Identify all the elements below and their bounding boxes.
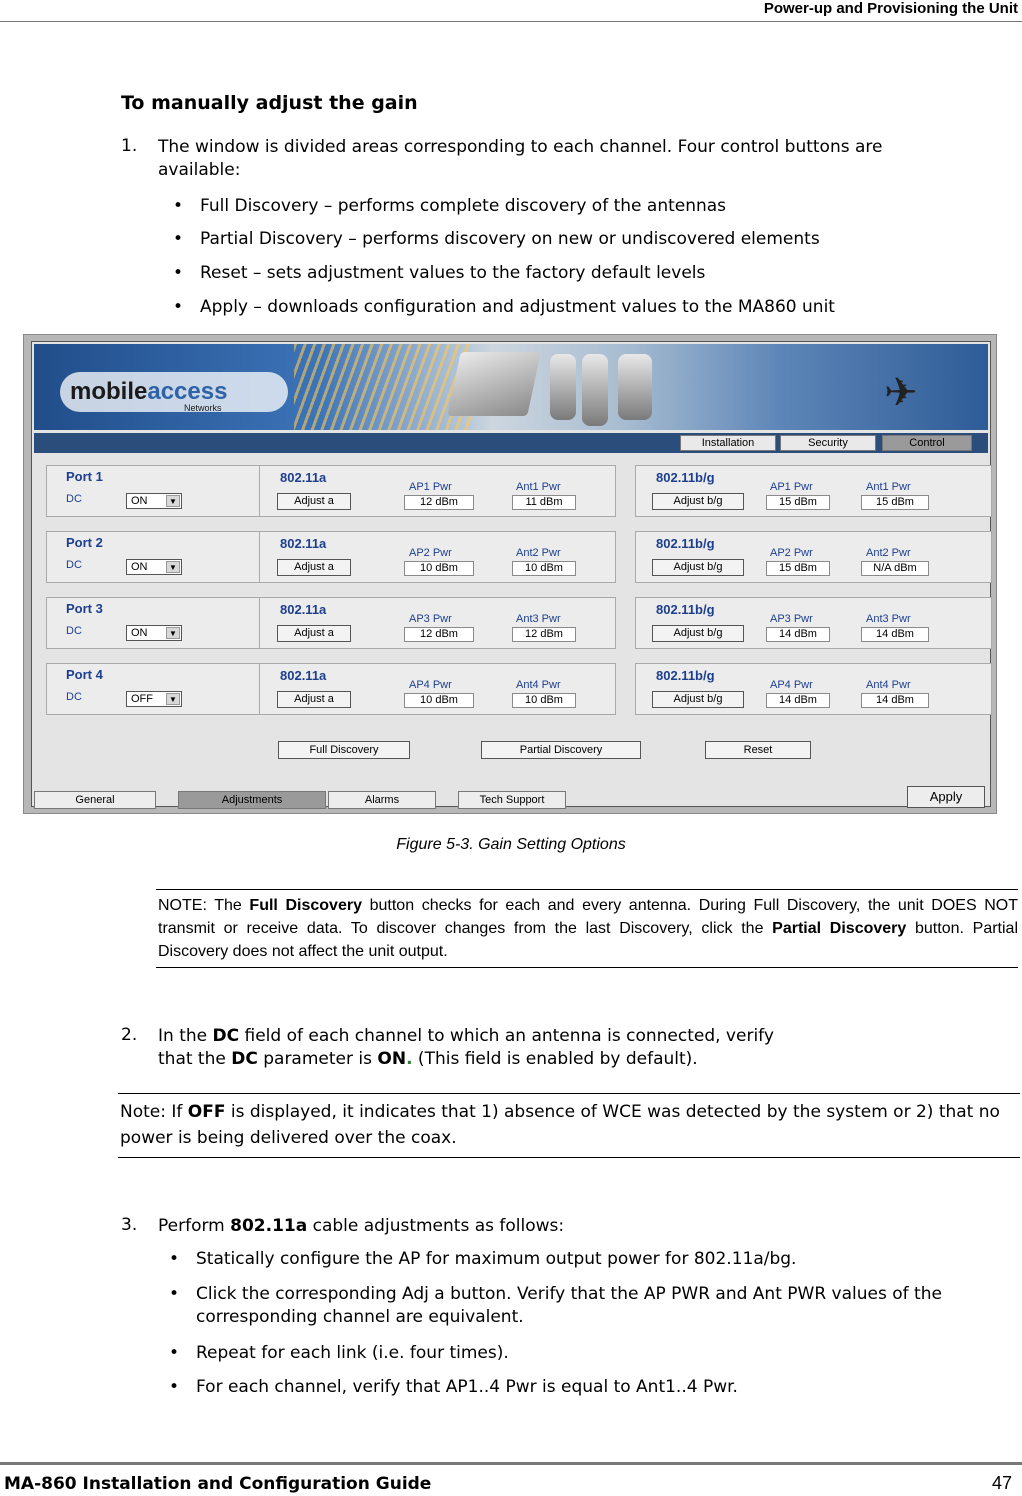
reset-button[interactable]: Reset xyxy=(705,741,811,759)
section-heading: To manually adjust the gain xyxy=(121,92,418,114)
port-1-adjust-a-button[interactable]: Adjust a xyxy=(277,493,351,510)
note-full-discovery: NOTE: The Full Discovery button checks for each and every antenna. During Full Discovery, the unit DOES NOT transmit or receive data. To discover changes from the last Discovery, click the Partial Discovery button. Partial Discovery does not affect the unit output. xyxy=(156,889,1018,968)
port-2-80211bg-title: 802.11b/g xyxy=(656,536,715,551)
port-2-bg-ant-pwr-label: Ant2 Pwr xyxy=(866,547,911,559)
step-2-line1: In the DC field of each channel to which an antenna is connected, verify xyxy=(158,1026,774,1046)
port-2-bg-ap-pwr-label: AP2 Pwr xyxy=(770,547,813,559)
figure-caption: Figure 5-3. Gain Setting Options xyxy=(396,836,626,853)
bullet-reset: • Reset – sets adjustment values to the factory default levels xyxy=(173,263,706,283)
step-3-bullet-2-cont: corresponding channel are equivalent. xyxy=(196,1307,524,1327)
bullet-full-discovery: • Full Discovery – performs complete discovery of the antennas xyxy=(173,196,727,216)
fiber-optic-graphic xyxy=(294,344,474,430)
port-1-bg-ant-pwr-label: Ant1 Pwr xyxy=(866,481,911,493)
full-discovery-button[interactable]: Full Discovery xyxy=(278,741,410,759)
port-4-adjust-bg-button[interactable]: Adjust b/g xyxy=(652,691,744,708)
port-3-bg-ap-pwr-value: 14 dBm xyxy=(766,627,830,642)
port-1-dc-label: DC xyxy=(66,493,82,505)
nav-installation[interactable]: Installation xyxy=(680,435,776,451)
port-4-a-ant-pwr-value: 10 dBm xyxy=(512,693,576,708)
port-2-a-ap-pwr-label: AP2 Pwr xyxy=(409,547,452,559)
port-4-a-ap-pwr-label: AP4 Pwr xyxy=(409,679,452,691)
tab-alarms[interactable]: Alarms xyxy=(328,791,436,809)
bullet-icon: • xyxy=(169,1284,180,1304)
port-3-bg-ant-pwr-label: Ant3 Pwr xyxy=(866,613,911,625)
step-1-text-line2: available: xyxy=(158,160,241,180)
port-2-adjust-a-button[interactable]: Adjust a xyxy=(277,559,351,576)
bullet-icon: • xyxy=(173,229,184,249)
port-1-a-ap-pwr-value: 12 dBm xyxy=(404,495,474,510)
port-2-80211a-title: 802.11a xyxy=(280,536,327,551)
port-2-a-ant-pwr-value: 10 dBm xyxy=(512,561,576,576)
step-3-bullet-3: • Repeat for each link (i.e. four times). xyxy=(169,1343,509,1363)
step-1-number: 1. xyxy=(121,136,138,156)
port-4-a-ap-pwr-value: 10 dBm xyxy=(404,693,474,708)
gain-settings-screenshot xyxy=(23,334,997,814)
footer-title: MA-860 Installation and Configuration Guide xyxy=(4,1474,432,1494)
top-nav-bar xyxy=(34,433,988,453)
port-2-dc-label: DC xyxy=(66,559,82,571)
pda-graphic xyxy=(618,354,652,420)
tab-general[interactable]: General xyxy=(34,791,156,809)
port-4-bg-ap-pwr-label: AP4 Pwr xyxy=(770,679,813,691)
port-4-label: Port 4 xyxy=(66,667,103,682)
step-3-bullet-4: • For each channel, verify that AP1..4 Pwr is equal to Ant1..4 Pwr. xyxy=(169,1377,738,1397)
port-2-label: Port 2 xyxy=(66,535,103,550)
chevron-down-icon: ▼ xyxy=(166,561,180,573)
bullet-icon: • xyxy=(169,1249,180,1269)
app-banner xyxy=(34,344,988,430)
bullet-icon: • xyxy=(173,297,184,317)
port-4-a-ant-pwr-label: Ant4 Pwr xyxy=(516,679,561,691)
bullet-icon: • xyxy=(169,1377,180,1397)
port-4-80211bg-title: 802.11b/g xyxy=(656,668,715,683)
port-1-80211a-title: 802.11a xyxy=(280,470,327,485)
step-3-number: 3. xyxy=(121,1215,138,1235)
phone-graphic xyxy=(550,354,576,420)
footer-rule xyxy=(0,1462,1022,1465)
header-rule xyxy=(0,21,1022,22)
app-window xyxy=(31,341,991,807)
port-3-adjust-a-button[interactable]: Adjust a xyxy=(277,625,351,642)
step-3-bullet-2: • Click the corresponding Adj a button. Verify that the AP PWR and Ant PWR values of the xyxy=(169,1284,942,1304)
port-2-adjust-bg-button[interactable]: Adjust b/g xyxy=(652,559,744,576)
port-1-a-ant-pwr-label: Ant1 Pwr xyxy=(516,481,561,493)
port-2-a-ant-pwr-label: Ant2 Pwr xyxy=(516,547,561,559)
apply-button[interactable]: Apply xyxy=(907,786,985,808)
port-4-bg-ant-pwr-value: 14 dBm xyxy=(861,693,929,708)
port-3-a-ap-pwr-value: 12 dBm xyxy=(404,627,474,642)
note-off-status: Note: If OFF is displayed, it indicates that 1) absence of WCE was detected by the system or 2) that no power is being delivered over the coax. xyxy=(118,1093,1020,1158)
chevron-down-icon: ▼ xyxy=(166,495,180,507)
port-1-a-ap-pwr-label: AP1 Pwr xyxy=(409,481,452,493)
port-3-dc-select[interactable]: ON ▼ xyxy=(126,625,182,641)
port-4-adjust-a-button[interactable]: Adjust a xyxy=(277,691,351,708)
tab-tech-support[interactable]: Tech Support xyxy=(458,791,566,809)
phone-graphic xyxy=(582,354,608,426)
step-3-text: Perform 802.11a cable adjustments as follows: xyxy=(158,1216,565,1236)
bullet-icon: • xyxy=(173,196,184,216)
step-2-line2: that the DC parameter is ON. (This field is enabled by default). xyxy=(158,1049,698,1069)
step-1-text-line1: The window is divided areas corresponding to each channel. Four control buttons are xyxy=(158,137,883,157)
port-1-80211bg-title: 802.11b/g xyxy=(656,470,715,485)
nav-security[interactable]: Security xyxy=(780,435,876,451)
port-3-adjust-bg-button[interactable]: Adjust b/g xyxy=(652,625,744,642)
port-3-bg-ap-pwr-label: AP3 Pwr xyxy=(770,613,813,625)
port-3-a-ant-pwr-value: 12 dBm xyxy=(512,627,576,642)
port-4-bg-ap-pwr-value: 14 dBm xyxy=(766,693,830,708)
port-1-bg-ap-pwr-label: AP1 Pwr xyxy=(770,481,813,493)
port-3-dc-label: DC xyxy=(66,625,82,637)
port-3-80211bg-title: 802.11b/g xyxy=(656,602,715,617)
airplane-icon: ✈ xyxy=(884,370,918,416)
step-3-bullet-1: • Statically configure the AP for maximum output power for 802.11a/bg. xyxy=(169,1249,797,1269)
port-3-bg-ant-pwr-value: 14 dBm xyxy=(861,627,929,642)
bullet-icon: • xyxy=(173,263,184,283)
bullet-partial-discovery: • Partial Discovery – performs discovery on new or undiscovered elements xyxy=(173,229,820,249)
logo-subtitle: Networks xyxy=(184,403,222,413)
port-3-a-ap-pwr-label: AP3 Pwr xyxy=(409,613,452,625)
port-1-bg-ap-pwr-value: 15 dBm xyxy=(766,495,830,510)
laptop-graphic xyxy=(447,352,541,416)
port-3-label: Port 3 xyxy=(66,601,103,616)
port-1-label: Port 1 xyxy=(66,469,103,484)
port-4-bg-ant-pwr-label: Ant4 Pwr xyxy=(866,679,911,691)
port-1-bg-ant-pwr-value: 15 dBm xyxy=(861,495,929,510)
port-2-bg-ant-pwr-value: N/A dBm xyxy=(861,561,929,576)
port-3-80211a-title: 802.11a xyxy=(280,602,327,617)
chevron-down-icon: ▼ xyxy=(166,627,180,639)
tab-adjustments[interactable]: Adjustments xyxy=(178,791,326,809)
port-4-dc-select[interactable]: OFF ▼ xyxy=(126,691,182,707)
port-2-dc-select[interactable]: ON ▼ xyxy=(126,559,182,575)
running-header: Power-up and Provisioning the Unit xyxy=(763,0,1018,17)
nav-control[interactable]: Control xyxy=(882,435,972,451)
port-2-bg-ap-pwr-value: 15 dBm xyxy=(766,561,830,576)
partial-discovery-button[interactable]: Partial Discovery xyxy=(481,741,641,759)
bullet-icon: • xyxy=(169,1343,180,1363)
port-2-a-ap-pwr-value: 10 dBm xyxy=(404,561,474,576)
port-4-80211a-title: 802.11a xyxy=(280,668,327,683)
bullet-apply: • Apply – downloads configuration and adjustment values to the MA860 unit xyxy=(173,297,835,317)
port-3-a-ant-pwr-label: Ant3 Pwr xyxy=(516,613,561,625)
port-1-adjust-bg-button[interactable]: Adjust b/g xyxy=(652,493,744,510)
page-number: 47 xyxy=(991,1473,1012,1493)
chevron-down-icon: ▼ xyxy=(166,693,180,705)
mobileaccess-logo: mobileaccess xyxy=(70,378,228,405)
step-2-number: 2. xyxy=(121,1025,138,1045)
port-4-dc-label: DC xyxy=(66,691,82,703)
port-1-a-ant-pwr-value: 11 dBm xyxy=(512,495,576,510)
port-1-dc-select[interactable]: ON ▼ xyxy=(126,493,182,509)
